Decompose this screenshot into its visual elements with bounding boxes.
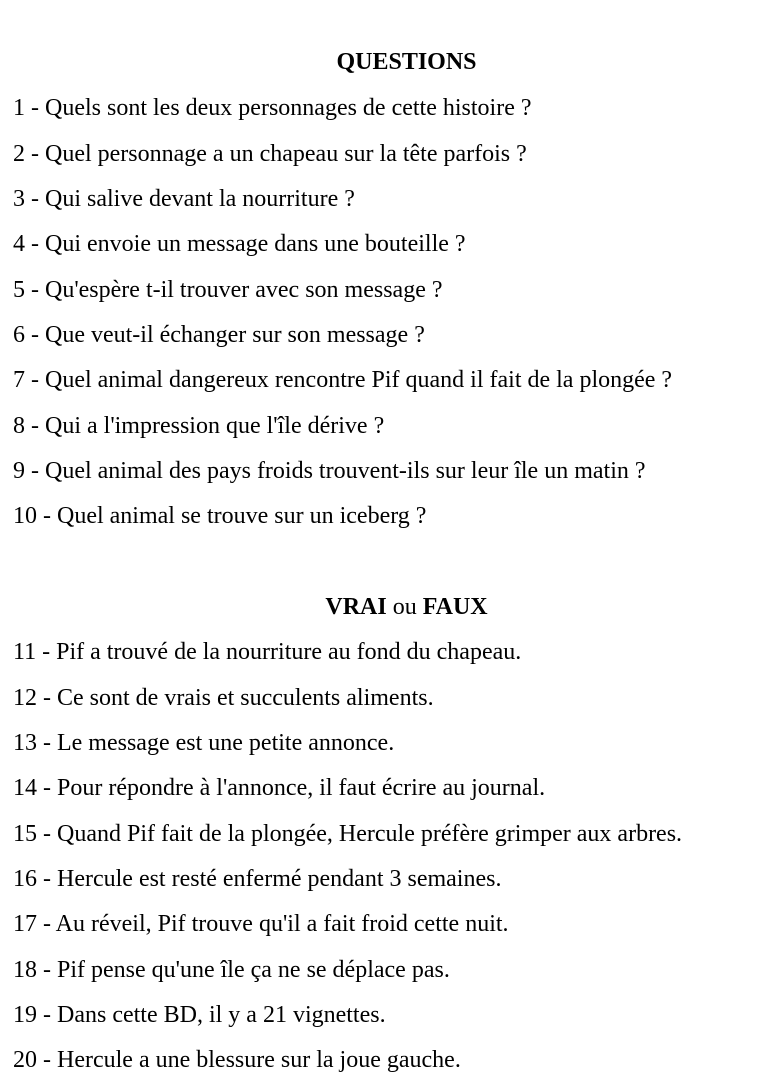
question-7: 7 - Quel animal dangereux rencontre Pif quand il fait de la plongée ? (13, 367, 673, 393)
question-8: 8 - Qui a l'impression que l'île dérive ? (13, 413, 385, 439)
question-4: 4 - Qui envoie un message dans une bouteille ? (13, 231, 466, 257)
question-6: 6 - Que veut-il échanger sur son message ? (13, 322, 425, 348)
statement-18: 18 - Pif pense qu'une île ça ne se déplace pas. (13, 957, 450, 983)
statement-16: 16 - Hercule est resté enfermé pendant 3 semaines. (13, 866, 502, 892)
questions-heading (26, 48, 761, 76)
statement-20: 20 - Hercule a une blessure sur la joue gauche. (13, 1047, 461, 1073)
questions-title: QUESTIONS (336, 49, 477, 75)
statement-17: 17 - Au réveil, Pif trouve qu'il a fait froid cette nuit. (13, 911, 509, 937)
statement-13: 13 - Le message est une petite annonce. (13, 730, 395, 756)
question-3: 3 - Qui salive devant la nourriture ? (13, 186, 355, 212)
question-10: 10 - Quel animal se trouve sur un iceberg ? (13, 503, 427, 529)
statement-19: 19 - Dans cette BD, il y a 21 vignettes. (13, 1002, 386, 1028)
question-9: 9 - Quel animal des pays froids trouvent-ils sur leur île un matin ? (13, 458, 646, 484)
ou-label: ou (392, 594, 417, 620)
question-2: 2 - Quel personnage a un chapeau sur la tête parfois ? (13, 141, 527, 167)
faux-label: FAUX (422, 594, 488, 620)
statement-12: 12 - Ce sont de vrais et succulents aliments. (13, 685, 434, 711)
vrai-label: VRAI (325, 594, 387, 620)
statement-11: 11 - Pif a trouvé de la nourriture au fond du chapeau. (13, 639, 522, 665)
statement-14: 14 - Pour répondre à l'annonce, il faut écrire au journal. (13, 775, 546, 801)
question-5: 5 - Qu'espère t-il trouver avec son message ? (13, 277, 443, 303)
question-1: 1 - Quels sont les deux personnages de cette histoire ? (13, 95, 532, 121)
true-false-heading (26, 593, 761, 621)
statement-15: 15 - Quand Pif fait de la plongée, Hercule préfère grimper aux arbres. (13, 821, 683, 847)
